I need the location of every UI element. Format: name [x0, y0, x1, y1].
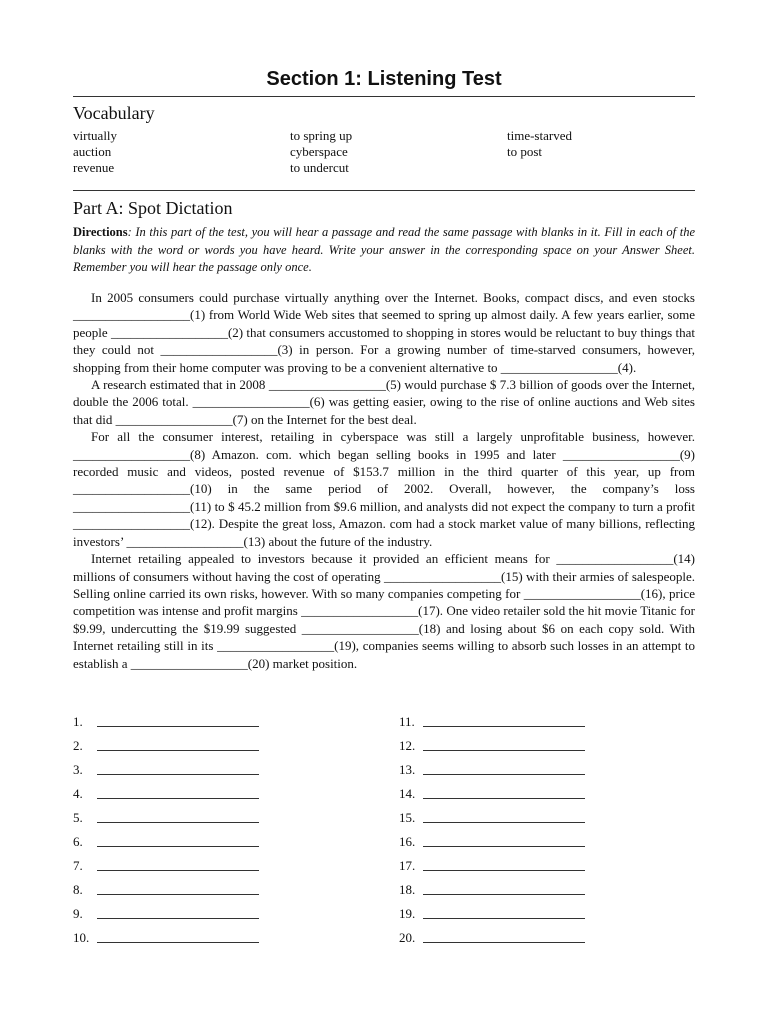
passage-paragraph: In 2005 consumers could purchase virtually anything over the Internet. Books, compact discs, and even stocks __________________(1) from World Wide Web sites that seemed to spring up almost daily. A few years earlier, some people __________________(2) that consumers accustomed to shopping in stores would be reluctant to buy things that they could not __________________(3) in person. For a growing number of time-starved consumers, however, shopping from their home computer was proving to be a convenient alternative to __________________(4). — [73, 290, 695, 375]
vocab-word: to spring up — [290, 128, 353, 143]
answer-line[interactable] — [423, 893, 585, 895]
directions — [73, 224, 695, 277]
answer-blank[interactable] — [399, 830, 585, 850]
answer-number: 8. — [73, 882, 83, 897]
answer-blank[interactable] — [399, 806, 585, 826]
answer-number: 6. — [73, 834, 83, 849]
vocab-word: time-starved — [507, 128, 572, 143]
answer-number: 10. — [73, 930, 90, 945]
answer-blank[interactable] — [73, 830, 259, 850]
passage-paragraph: A research estimated that in 2008 __________________(5) would purchase $ 7.3 billion of goods over the Internet, double the 2006 total. __________________(6) was getting easier, owing to the rise of online auctions and Web sites that did __________________(7) on the Internet for the best deal. — [73, 377, 695, 427]
answer-blank[interactable] — [399, 710, 585, 730]
directions-label: Directions — [73, 225, 128, 239]
answer-number: 16. — [399, 834, 416, 849]
answer-line[interactable] — [97, 941, 259, 943]
answer-line[interactable] — [97, 725, 259, 727]
answer-blank[interactable] — [399, 854, 585, 874]
answer-blank[interactable] — [73, 854, 259, 874]
answer-number: 12. — [399, 738, 416, 753]
answer-number: 4. — [73, 786, 83, 801]
answer-number: 11. — [399, 714, 415, 729]
answer-number: 13. — [399, 762, 416, 777]
vocabulary-heading: Vocabulary — [73, 103, 155, 123]
answer-number: 19. — [399, 906, 416, 921]
vocab-word: to post — [507, 144, 543, 159]
answer-line[interactable] — [423, 917, 585, 919]
answer-line[interactable] — [423, 845, 585, 847]
answer-number: 3. — [73, 762, 83, 777]
passage-paragraph: For all the consumer interest, retailing in cyberspace was still a largely unprofitable business, however. __________________(8) Amazon. com. which began selling books in 1995 and later __________________(9) recorded music and videos, posted revenue of $153.7 million in the third quarter of this year, up from __________________(10) in the same period of 2002. Overall, however, the company’s loss __________________(11) to $ 45.2 million from $9.6 million, and analysts did not expect the company to turn a profit __________________(12). Despite the great loss, Amazon. com had a stock market value of many billions, reflecting investors’ __________________(13) about the future of the industry. — [73, 429, 695, 549]
vocab-word: cyberspace — [290, 144, 348, 159]
vocab-word: revenue — [73, 160, 115, 175]
answer-blank[interactable] — [73, 902, 259, 922]
answer-number: 2. — [73, 738, 83, 753]
answer-line[interactable] — [423, 725, 585, 727]
answer-blank[interactable] — [399, 926, 585, 946]
answer-line[interactable] — [97, 869, 259, 871]
passage-paragraph: Internet retailing appealed to investors because it provided an efficient means for __________________(14) millions of consumers without having the cost of operating __________________(15) with their armies of salespeople. Selling online carried its own risks, however. With so many companies competing for __________________(16), price competition was intense and profit margins __________________(17). One video retailer sold the hit movie Titanic for $9.99, undercutting the $19.99 suggested __________________(18) and losing about $6 on each copy sold. With Internet retailing still in its __________________(19), companies seems willing to absorb such losses in an attempt to establish a __________________(20) market position. — [73, 551, 695, 671]
answer-number: 9. — [73, 906, 83, 921]
answer-number: 14. — [399, 786, 416, 801]
dictation-passage — [73, 289, 695, 672]
answer-number: 7. — [73, 858, 83, 873]
answer-number: 5. — [73, 810, 83, 825]
answer-line[interactable] — [97, 893, 259, 895]
answer-blank[interactable] — [73, 878, 259, 898]
vocab-word: auction — [73, 144, 112, 159]
answer-blank[interactable] — [399, 902, 585, 922]
answer-blank[interactable] — [73, 758, 259, 778]
vocabulary-list — [73, 128, 695, 178]
answer-line[interactable] — [97, 917, 259, 919]
answer-line[interactable] — [423, 941, 585, 943]
answer-blank[interactable] — [399, 782, 585, 802]
answer-blank[interactable] — [399, 758, 585, 778]
vocab-word: to undercut — [290, 160, 349, 175]
answer-blank[interactable] — [399, 878, 585, 898]
answer-number: 20. — [399, 930, 416, 945]
answer-line[interactable] — [97, 749, 259, 751]
answer-blank[interactable] — [73, 806, 259, 826]
vocabulary-divider — [73, 190, 695, 191]
vocab-word: virtually — [73, 128, 118, 143]
answer-blank[interactable] — [73, 734, 259, 754]
answer-line[interactable] — [423, 821, 585, 823]
answer-line[interactable] — [97, 821, 259, 823]
answer-blank[interactable] — [73, 710, 259, 730]
answer-line[interactable] — [423, 869, 585, 871]
title-divider — [73, 96, 695, 97]
directions-text: : In this part of the test, you will hear a passage and read the same passage with blanks in it. Fill in each of the blanks with the word or words you have heard. Write your answer in the corresponding space on your Answer Sheet. Remember you will hear the passage only once. — [73, 225, 695, 274]
answer-number: 15. — [399, 810, 416, 825]
answer-line[interactable] — [97, 773, 259, 775]
answer-blank[interactable] — [73, 782, 259, 802]
part-a-heading: Part A: Spot Dictation — [73, 198, 233, 218]
answer-blanks — [73, 710, 695, 950]
answer-line[interactable] — [423, 749, 585, 751]
answer-number: 17. — [399, 858, 416, 873]
answer-line[interactable] — [97, 797, 259, 799]
answer-line[interactable] — [423, 797, 585, 799]
answer-line[interactable] — [97, 845, 259, 847]
answer-line[interactable] — [423, 773, 585, 775]
answer-number: 18. — [399, 882, 416, 897]
answer-number: 1. — [73, 714, 83, 729]
answer-blank[interactable] — [399, 734, 585, 754]
page-title: Section 1: Listening Test — [266, 68, 502, 90]
answer-blank[interactable] — [73, 926, 259, 946]
